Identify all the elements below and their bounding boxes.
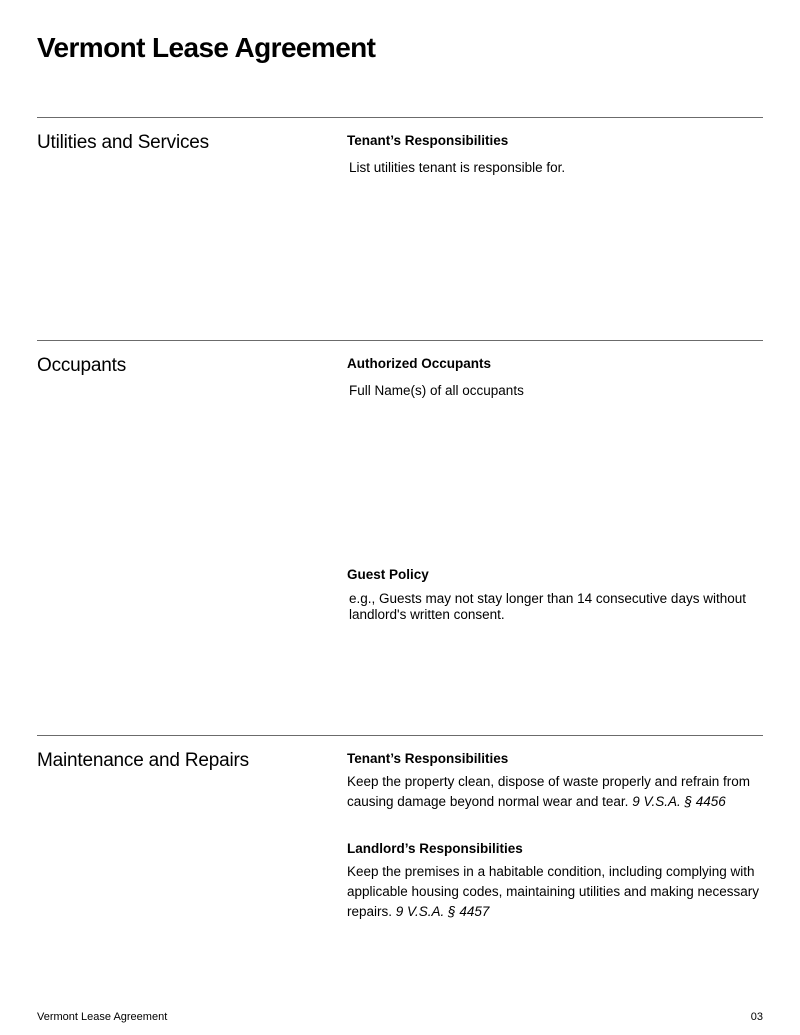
section-title-maintenance: Maintenance and Repairs bbox=[37, 750, 249, 771]
page-number: 03 bbox=[750, 1011, 763, 1023]
tenant-responsibilities-body: Keep the property clean, dispose of waste properly and refrain from causing damage beyond normal wear and tear. bbox=[347, 774, 750, 809]
section-title-utilities: Utilities and Services bbox=[37, 132, 209, 153]
utilities-tenant-responsibilities-label: Tenant’s Responsibilities bbox=[347, 133, 509, 148]
footer-document-name: Vermont Lease Agreement bbox=[37, 1011, 168, 1023]
landlord-responsibilities-text bbox=[347, 862, 762, 922]
authorized-occupants-field[interactable]: Full Name(s) of all occupants bbox=[349, 383, 524, 398]
page-title: Vermont Lease Agreement bbox=[37, 32, 376, 63]
landlord-responsibilities-label: Landlord’s Responsibilities bbox=[347, 841, 523, 856]
section-divider bbox=[37, 735, 763, 736]
maintenance-tenant-responsibilities-text bbox=[347, 772, 762, 812]
maintenance-tenant-responsibilities-label: Tenant’s Responsibilities bbox=[347, 751, 509, 766]
section-divider bbox=[37, 340, 763, 341]
section-title-occupants: Occupants bbox=[37, 355, 127, 376]
authorized-occupants-label: Authorized Occupants bbox=[347, 356, 492, 371]
tenant-responsibilities-citation: 9 V.S.A. § 4456 bbox=[632, 794, 726, 809]
landlord-responsibilities-citation: 9 V.S.A. § 4457 bbox=[395, 904, 490, 919]
section-divider bbox=[37, 117, 763, 118]
landlord-responsibilities-body: Keep the premises in a habitable condition, including complying with applicable housing codes, maintaining utilities and making necessary repairs. bbox=[347, 864, 759, 919]
guest-policy-field[interactable]: e.g., Guests may not stay longer than 14 consecutive days without landlord's written consent. bbox=[349, 591, 746, 622]
guest-policy-label: Guest Policy bbox=[347, 567, 429, 582]
utilities-tenant-responsibilities-field[interactable]: List utilities tenant is responsible for. bbox=[349, 160, 566, 175]
